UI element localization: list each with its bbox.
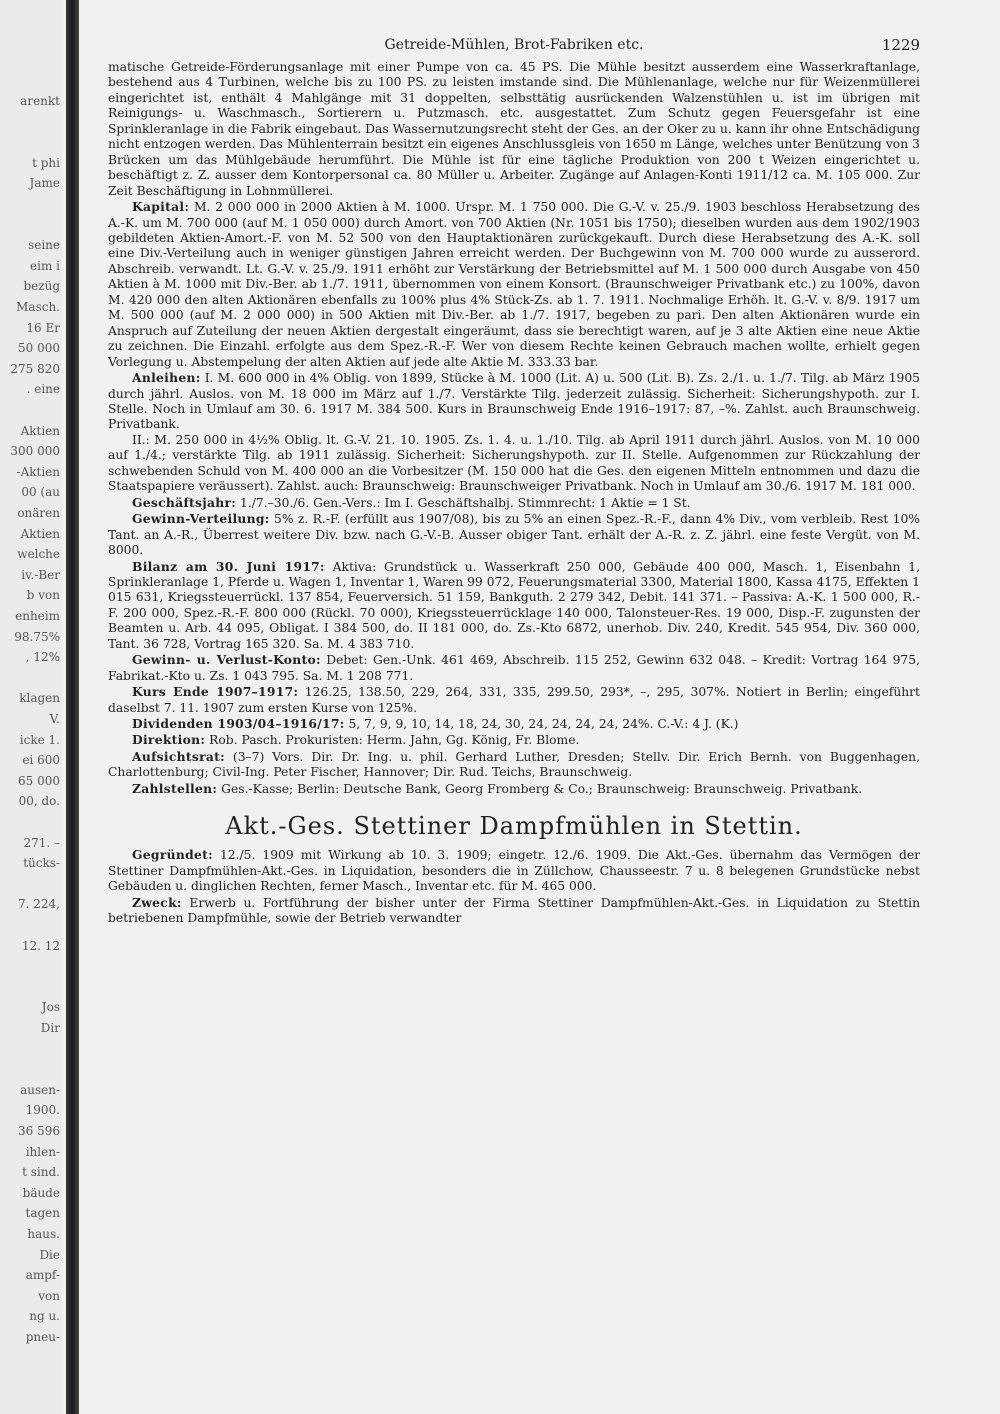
section-paragraph <box>108 732 920 748</box>
margin-fragment: ampf- <box>25 1268 60 1283</box>
margin-fragment: enheim <box>15 609 60 623</box>
margin-fragment: , 12% <box>25 650 60 665</box>
margin-fragment: t phi <box>32 155 60 170</box>
section-label: Gegründet: <box>132 847 213 863</box>
left-margin-previous-page <box>0 0 62 1414</box>
section-label: Gewinn-Verteilung: <box>132 511 270 527</box>
section-paragraph <box>108 199 920 370</box>
margin-fragment: Masch. <box>16 300 60 314</box>
margin-fragment: ausen- <box>20 1082 60 1097</box>
margin-fragment: Die <box>39 1247 60 1262</box>
page <box>108 30 920 927</box>
section-text: 1./7.–30./6. Gen.-Vers.: Im I. Geschäftshalbj. Stimmrecht: 1 Aktie = 1 St. <box>240 495 691 510</box>
section-paragraph <box>108 433 920 495</box>
margin-fragment: icke 1. <box>19 732 60 747</box>
section-paragraph <box>108 652 920 684</box>
margin-fragment: iv.-Ber <box>21 567 60 582</box>
running-title: Getreide-Mühlen, Brot-Fabriken etc. <box>384 37 644 53</box>
section-text: 5, 7, 9, 9, 10, 14, 18, 24, 30, 24, 24, 24, 24, 24%. C.-V.: 4 J. (K.) <box>348 717 739 732</box>
section-label: Zweck: <box>132 894 182 910</box>
margin-fragment: 36 596 <box>18 1124 60 1138</box>
margin-fragment: tagen <box>25 1206 60 1221</box>
margin-fragment: 271. – <box>23 835 60 850</box>
section-text: I. M. 600 000 in 4% Oblig. von 1899, Stücke à M. 1000 (Lit. A) u. 500 (Lit. B). Zs. 2./1. u. 1./7. Tilg. ab März 1905 durch jährl. Auslos. von M. 18 000 im März auf 1./7. Verstärkte Tilg. jederzeit zulässig. Sicherheit: Sicherungshypoth. zur I. Stelle. Noch in Umlauf am 30. 6. 1917 M. 384 500. Kurs in Braunschweig Ende 1916–1917: 87, –%. Zahlst. auch Braunschweig. Privatbank. <box>108 371 920 432</box>
section-text: Aktiva: Grundstück u. Wasserkraft 250 000, Gebäude 400 000, Masch. 1, Eisenbahn 1, Sprinkleranlage 1, Pferde u. Wagen 1, Inventar 1, Waren 99 072, Feuerungsmaterial 3300, Material 1800, Kassa 4175, Effekten 1 015 631, Kriegssteuerrückl. 137 854, Feuerversich. 51 159, Bankguth. 2 279 342, Debit. 141 371. – Passiva: A.-K. 1 500 000, R.-F. 200 000, Spez.-R.-F. 800 000 (Rückl. 70 000), Kriegssteuerrücklage 140 000, Talonsteuer-Res. 19 000, Disp.-F. zugunsten der Beamten u. Arb. 44 095, Obligat. I 384 500, do. II 181 000, do. Zs.-Kto 6872, unerhob. Div. 240, Kredit. 545 954, Div. 360 000, Tant. 36 728, Vortrag 165 320. Sa. M. 4 383 710. <box>108 559 920 651</box>
margin-fragment: 12. 12 <box>21 938 60 953</box>
margin-fragment: klagen <box>19 691 60 706</box>
section-paragraph <box>108 370 920 433</box>
section-text: 12./5. 1909 mit Wirkung ab 10. 3. 1909; eingetr. 12./6. 1909. Die Akt.-Ges. übernahm das Vermögen der Stettiner Dampfmühlen-Akt.-Ges. in Liquidation, besonders die in Züllchow, Chausseestr. 7 u. 8 belegenen Grundstücke nebst Gebäuden u. dinglichen Rechten, ferner Masch., Inventar etc. für M. 465 000. <box>108 848 920 894</box>
company-sections <box>108 199 920 797</box>
margin-fragment: 98.75% <box>14 629 60 644</box>
section-paragraph <box>108 511 920 558</box>
margin-fragment: V. <box>49 712 60 726</box>
margin-fragment: seine <box>28 238 60 253</box>
margin-fragment: ihlen- <box>25 1144 60 1159</box>
section-text: M. 2 000 000 in 2000 Aktien à M. 1000. Urspr. M. 1 750 000. Die G.-V. v. 25./9. 1903 beschloss Herabsetzung des A.-K. um M. 700 000 (auf M. 1 050 000) durch Amort. von 700 Aktien (Nr. 1051 bis 1750); dieselben wurden aus dem 1902/1903 gebildeten Aktien-Amort.-F. von M. 52 500 von den Hauptaktionären zurückgekauft. Durch diese Herabsetzung des A.-K. soll eine Div.-Verteilung auch in weniger günstigen Jahren erreicht werden. Der Buchgewinn von M. 700 000 wurde zu ausserord. Abschreib. verwandt. Lt. G.-V. v. 25./9. 1911 erhöht zur Verstärkung der Betriebsmittel auf M. 1 500 000 durch Ausgabe von 450 Aktien à M. 1000 mit Div.-Ber. ab 1./7. 1911, übernommen von einem Konsort. (Braunschweiger Privatbank etc.) zu 100%, davon M. 420 000 den alten Aktionären ebenfalls zu 100% plus 4% Stück-Zs. ab 1. 7. 1911. Nochmalige Erhöh. lt. G.-V. v. 8/9. 1917 um M. 500 000 (auf M. 2 000 000) in 500 Aktien mit Div.-Ber. ab 1./7. 1917, begeben zu pari. Den alten Aktionären wurde ein Anspruch auf Zuteilung der neuen Aktien dergestalt eingeräumt, dass sie berechtigt waren, auf je 3 alte Aktien eine neue Aktie zu zeichnen. Die Einzahl. erfolgte aus dem Spez.-R.-F. Wer von diesem Rechte keinen Gebrauch machen wollte, erhielt gegen Vorlegung u. Abstempelung der alten Aktien auf jede alte Aktie M. 333.33 bar. <box>108 200 920 369</box>
section-label: Zahlstellen: <box>132 780 218 796</box>
section-text: Erwerb u. Fortführung der bisher unter der Firma Stettiner Dampfmühlen-Akt.-Ges. in Liquidation zu Stettin betriebenen Dampfmühle, sowie der Betrieb verwandter <box>108 895 920 926</box>
margin-fragment: 50 000 <box>18 341 60 356</box>
margin-fragment: Aktien <box>20 526 60 541</box>
section-label: Kapital: <box>132 199 190 215</box>
section-paragraph <box>108 495 920 511</box>
section-label: Anleihen: <box>132 370 201 386</box>
page-header <box>108 30 920 60</box>
margin-fragment: eim i <box>30 258 60 273</box>
margin-fragment: 300 000 <box>10 444 60 459</box>
section-label: Geschäftsjahr: <box>132 494 237 510</box>
margin-fragment: b von <box>26 588 60 603</box>
margin-fragment: Jame <box>29 176 60 191</box>
section-text: (3–7) Vors. Dir. Dr. Ing. u. phil. Gerhard Luther, Dresden; Stellv. Dir. Erich Bernh. von Buggenhagen, Charlottenburg; Civil-Ing. Peter Fischer, Hannover; Dir. Rud. Teichs, Braunschweig. <box>108 749 920 780</box>
margin-fragment: Aktien <box>20 423 60 438</box>
section-paragraph <box>108 847 920 894</box>
section-paragraph <box>108 559 920 653</box>
margin-fragment: 00, do. <box>18 794 60 809</box>
margin-fragment: welche <box>17 547 60 562</box>
section-label: Gewinn- u. Verlust-Konto: <box>132 652 321 668</box>
section-text: Debet: Gen.-Unk. 461 469, Abschreib. 115 252, Gewinn 632 048. – Kredit: Vortrag 164 975, Fabrikat.-Kto u. Zs. 1 043 795. Sa. M. 1 208 771. <box>108 653 920 683</box>
section-paragraph <box>108 684 920 716</box>
margin-fragment: Dir <box>40 1021 60 1035</box>
margin-fragment: 65 000 <box>18 773 60 788</box>
section-paragraph <box>108 781 920 797</box>
section-label: Kurs Ende 1907–1917: <box>132 684 299 700</box>
margin-fragment: t sind. <box>22 1165 60 1180</box>
section-text: Ges.-Kasse; Berlin: Deutsche Bank, Georg Fromberg & Co.; Braunschweig: Braunschweig. Privatbank. <box>221 781 863 796</box>
section-label: Dividenden 1903/04–1916/17: <box>132 716 345 732</box>
margin-fragment: onären <box>17 506 60 520</box>
margin-fragment: 275 820 <box>10 361 60 376</box>
margin-fragment: tücks- <box>23 856 60 871</box>
section-paragraph <box>108 716 920 732</box>
section-paragraph <box>108 895 920 927</box>
section-text: 126.25, 138.50, 229, 264, 331, 335, 299.50, 293*, –, 295, 307%. Notiert in Berlin; eingeführt daselbst 7. 11. 1907 zum ersten Kurse von 125%. <box>108 685 920 715</box>
section-text: 5% z. R.-F. (erfüllt aus 1907/08), bis zu 5% an einen Spez.-R.-F., dann 4% Div., vom verbleib. Rest 10% Tant. an A.-R., Überrest weitere Div. bzw. nach G.-V.-B. Ausser obiger Tant. erhält der A.-R. z. Z. jährl. eine feste Vergüt. von M. 8000. <box>108 512 920 558</box>
margin-fragment: bäude <box>22 1185 60 1200</box>
book-gutter <box>66 0 79 1414</box>
margin-fragment: haus. <box>27 1227 60 1241</box>
margin-fragment: 16 Er <box>26 320 60 335</box>
margin-fragment: ei 600 <box>22 753 60 768</box>
company-heading: Akt.-Ges. Stettiner Dampfmühlen in Stettin. <box>225 812 803 841</box>
section-label: Bilanz am 30. Juni 1917: <box>132 558 325 574</box>
page-number: 1229 <box>881 36 920 54</box>
section-text: II.: M. 250 000 in 4½% Oblig. lt. G.-V. 21. 10. 1905. Zs. 1. 4. u. 1./10. Tilg. ab April 1911 durch jährl. Auslos. von M. 10 000 auf 1./4.; verstärkte Tilg. ab 1911 zulässig. Sicherheit: Sicherungshypoth. zur II. Stelle. Aufgenommen zur Rückzahlung der schwebenden Schuld von M. 400 000 an die Vorbesitzer (M. 150 000 hat die Ges. den eigenen Mitteln entnommen und dazu die Staatspapiere veräussert). Zahlst. auch: Braunschweig: Braunschweiger Privatbank. Noch in Umlauf am 30./6. 1917 M. 181 000. <box>108 432 920 494</box>
margin-fragment: -Aktien <box>16 464 60 479</box>
margin-fragment: bezüg <box>23 279 60 294</box>
margin-fragment: Jos <box>41 1000 60 1015</box>
section-text: Rob. Pasch. Prokuristen: Herm. Jahn, Gg. König, Fr. Blome. <box>209 733 580 748</box>
margin-fragment: . eine <box>26 382 60 397</box>
company-2-sections <box>108 847 920 926</box>
section-label: Direktion: <box>132 732 206 748</box>
continuation-paragraph: matische Getreide-Förderungsanlage mit einer Pumpe von ca. 45 PS. Die Mühle besitzt ausserdem eine Wasserkraftanlage, bestehend aus 4 Turbinen, welche bis zu 100 PS. zu leisten imstande sind. Die Mühlenanlage, welche nur für Weizenmüllerei eingerichtet ist, enthält 4 Mahlgänge mit 31 doppelten, selbsttätig ausrückenden Walzenstühlen u. ist im übrigen mit Reinigungs- u. Waschmasch., Sortierern u. Putzmasch. etc. ausgestattet. Zum Schutz gegen Feuersgefahr ist eine Sprinkleranlage in die Fabrik eingebaut. Das Wassernutzungsrecht steht der Ges. an der Oker zu u. kann ihr ohne Entschädigung nicht entzogen werden. Das Mühlenterrain besitzt ein eigenes Anschlussgleis von 1650 m Länge, welches unter Benützung von 3 Brücken um das Mühlgebäude herumführt. Die Mühle ist für eine tägliche Produktion von 200 t Weizen eingerichtet u. beschäftigt z. Z. ausser dem Kontorpersonal ca. 80 Müller u. Arbeiter. Zugänge auf Anlagen-Konti 1911/12 ca. M. 105 000. Zur Zeit Beschäftigung in Lohnmüllerei. <box>108 60 920 198</box>
margin-fragment: von <box>38 1288 60 1303</box>
margin-fragment: 7. 224, <box>18 897 60 912</box>
section-paragraph <box>108 749 920 781</box>
margin-fragment: pneu- <box>25 1330 60 1344</box>
margin-fragment: ng u. <box>29 1309 60 1324</box>
section-label: Aufsichtsrat: <box>132 748 225 764</box>
margin-fragment: 1900. <box>25 1103 60 1118</box>
margin-fragment: arenkt <box>20 94 60 108</box>
margin-fragment: 00 (au <box>21 485 60 500</box>
